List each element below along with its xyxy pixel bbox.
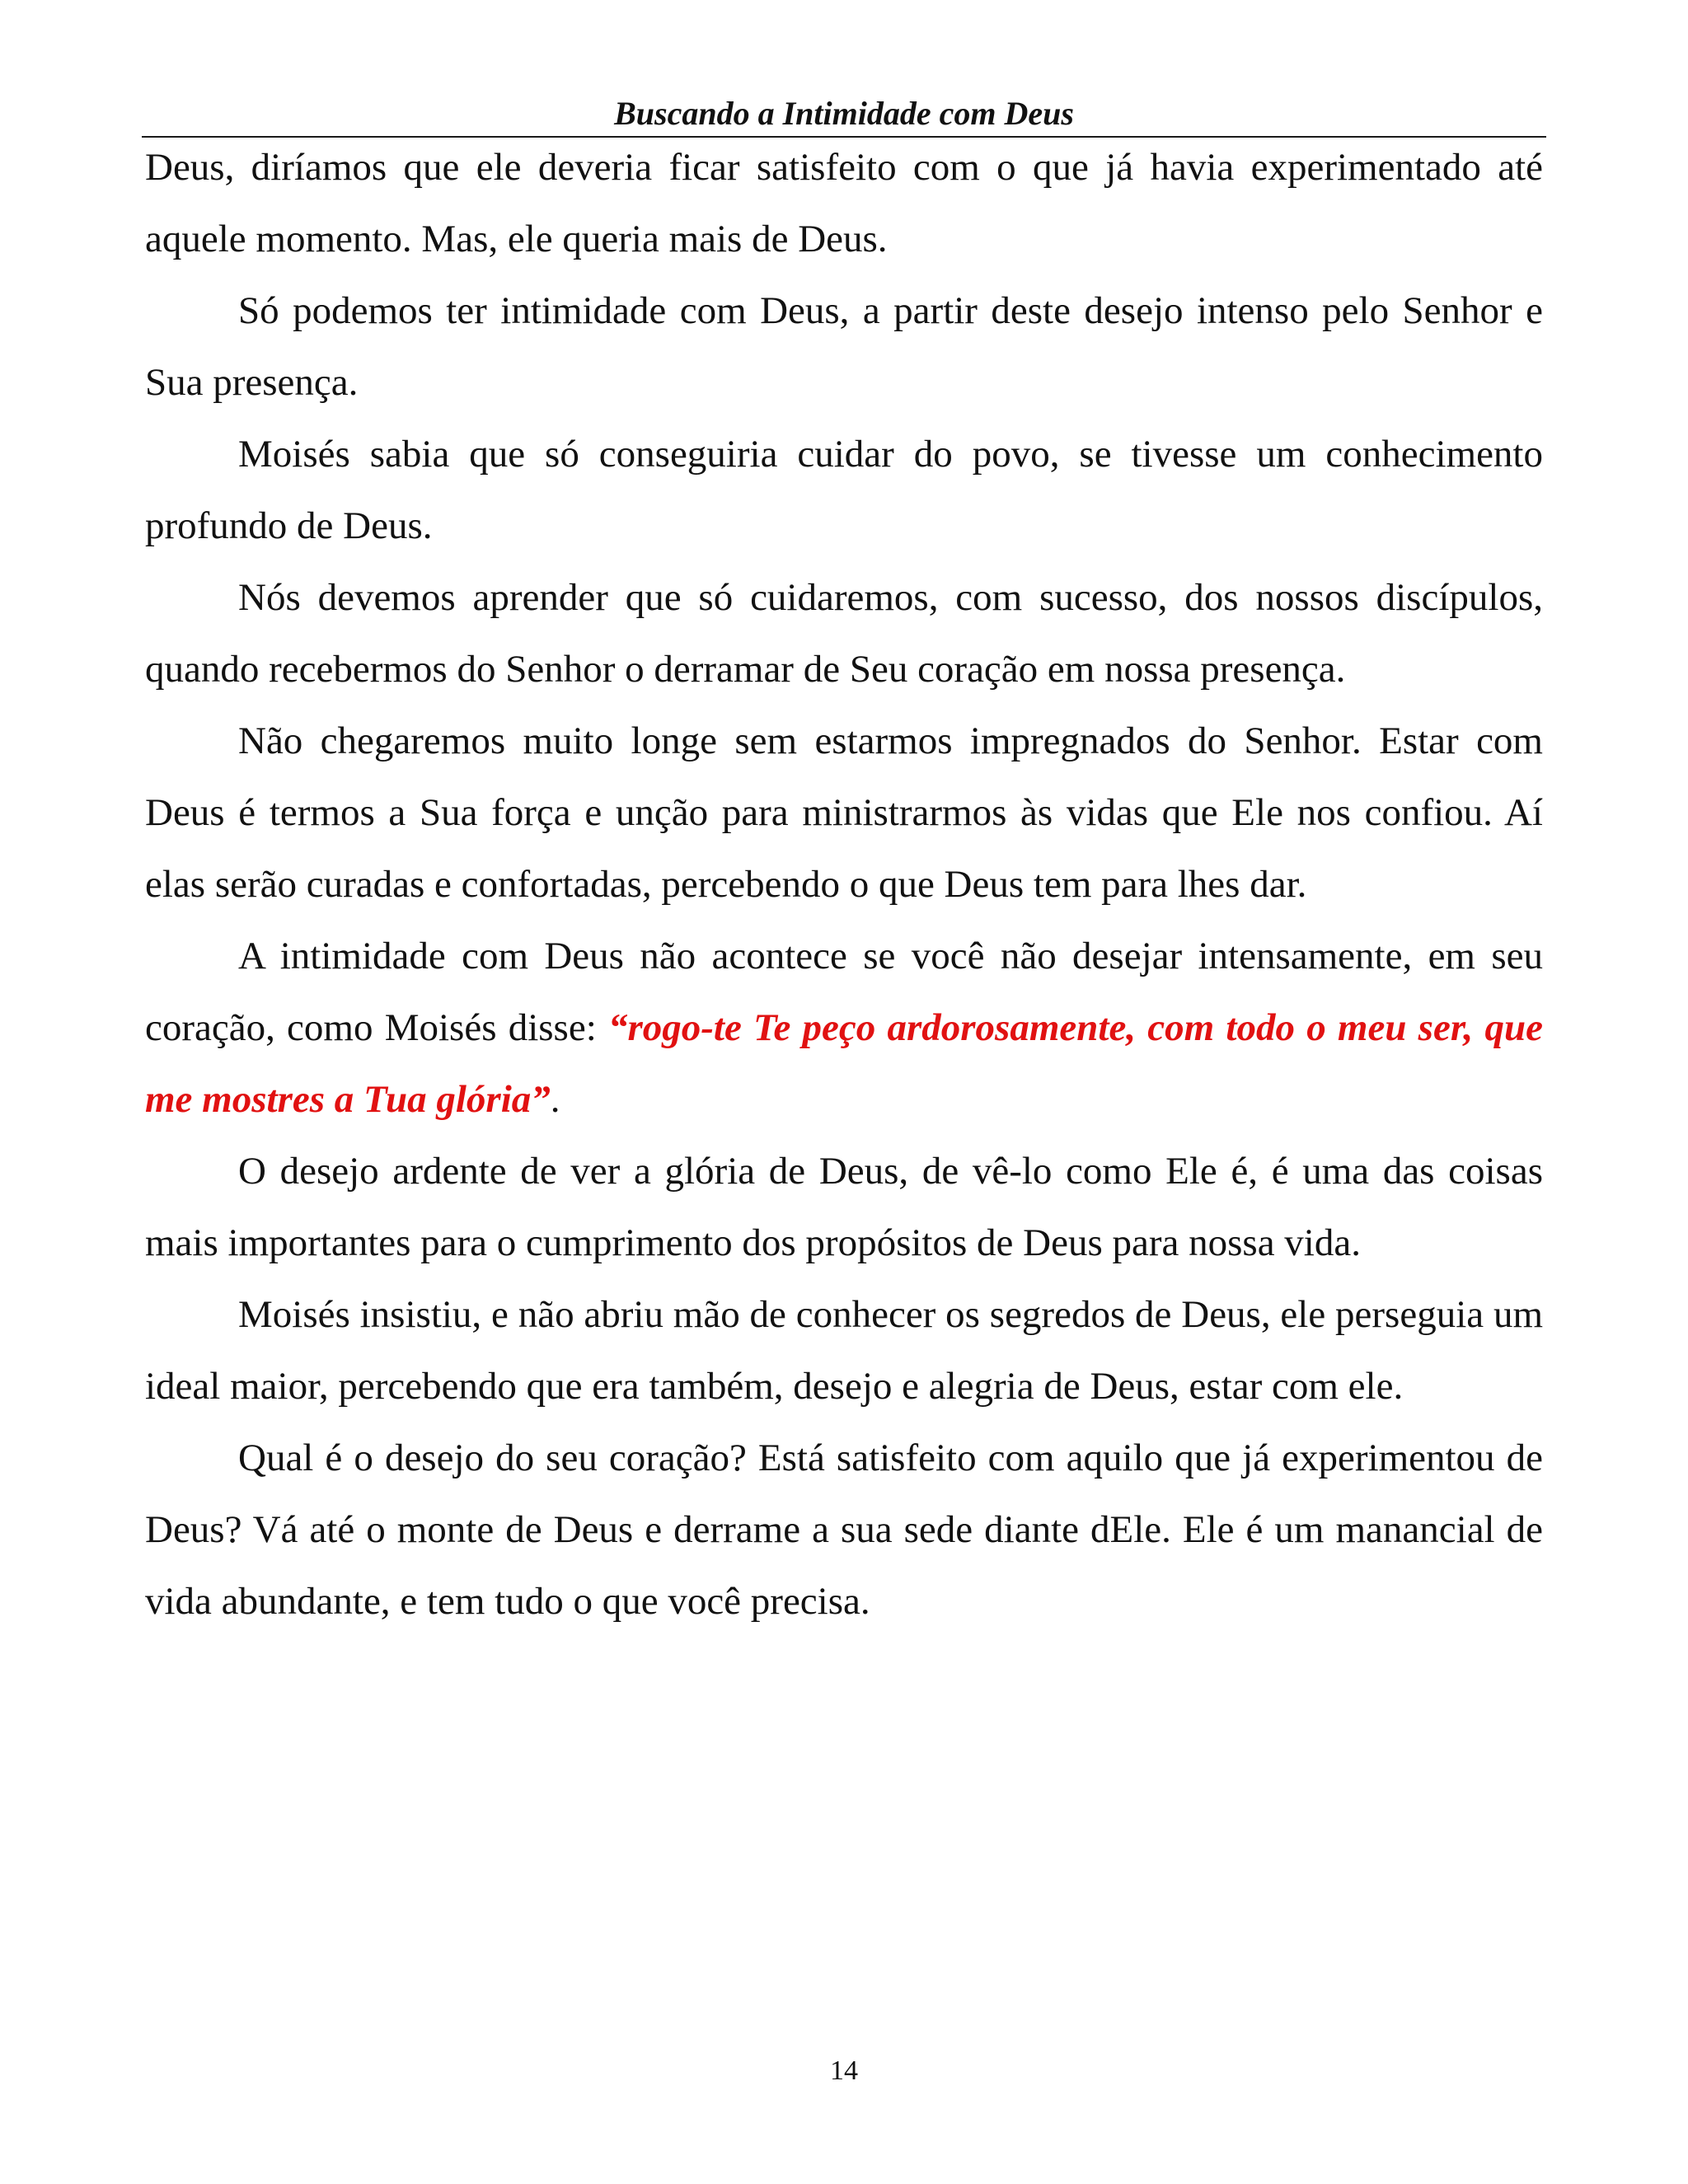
paragraph: Só podemos ter intimidade com Deus, a partir deste desejo intenso pelo Senhor e Sua presença.	[145, 289, 1543, 404]
quote-period: .	[550, 1078, 560, 1121]
paragraph: Nós devemos aprender que só cuidaremos, com sucesso, dos nossos discípulos, quando recebermos do Senhor o derramar de Seu coração em nossa presença.	[145, 576, 1543, 691]
paragraph: Moisés insistiu, e não abriu mão de conhecer os segredos de Deus, ele perseguia um ideal maior, percebendo que era também, desejo e alegria de Deus, estar com ele.	[145, 1293, 1543, 1408]
paragraph: Moisés sabia que só conseguiria cuidar do povo, se tivesse um conhecimento profundo de Deus.	[145, 433, 1543, 547]
running-header: Buscando a Intimidade com Deus	[614, 95, 1074, 132]
body-text	[145, 132, 1543, 1638]
paragraph-continued: Deus, diríamos que ele deveria ficar satisfeito com o que já havia experimentado até aquele momento. Mas, ele queria mais de Deus.	[145, 146, 1543, 260]
paragraph: Não chegaremos muito longe sem estarmos impregnados do Senhor. Estar com Deus é termos a Sua força e unção para ministrarmos às vidas que Ele nos confiou. Aí elas serão curadas e confortadas, percebendo o que Deus tem para lhes dar.	[145, 719, 1543, 906]
paragraph: O desejo ardente de ver a glória de Deus, de vê-lo como Ele é, é uma das coisas mais importantes para o cumprimento dos propósitos de Deus para nossa vida.	[145, 1150, 1543, 1264]
paragraph-text: A intimidade com Deus não acontece se você não desejar intensamente, em seu coração, como Moisés disse:	[145, 935, 1543, 1049]
paragraph: Qual é o desejo do seu coração? Está satisfeito com aquilo que já experimentou de Deus? Vá até o monte de Deus e derrame a sua sede diante dEle. Ele é um manancial de vida abundante, e tem tudo o que você precisa.	[145, 1436, 1543, 1623]
page-number: 14	[830, 2055, 858, 2086]
highlighted-quote: “rogo-te Te peço ardorosamente, com todo o meu ser, que me mostres a Tua glória”	[145, 1006, 1543, 1121]
paragraph-with-quote	[145, 921, 1543, 1136]
